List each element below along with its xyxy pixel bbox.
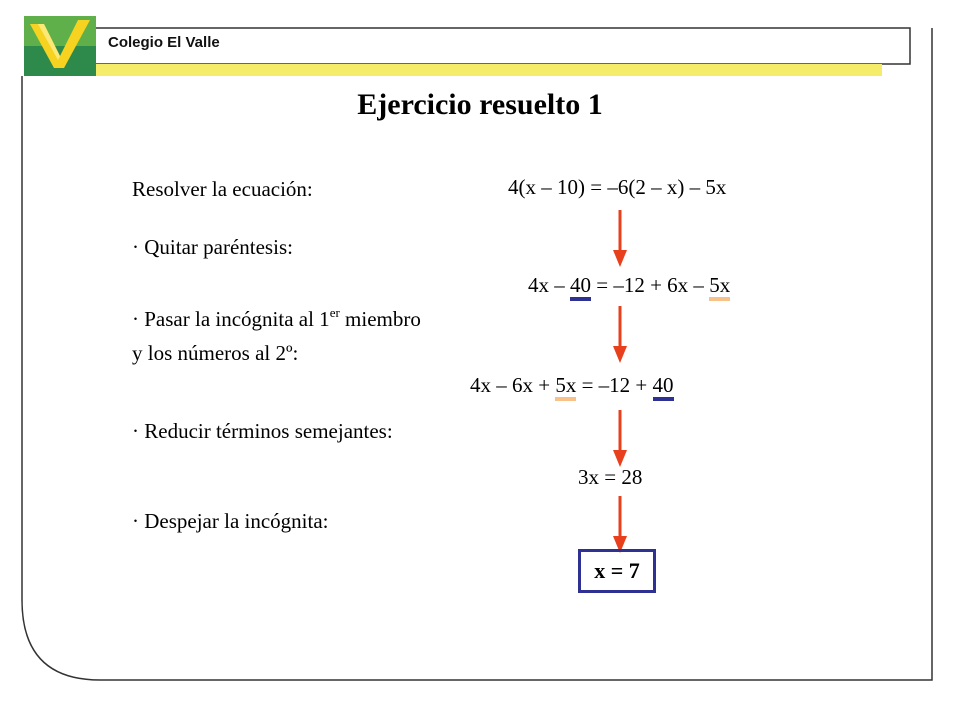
step-1-eq-part-c: = –12 + 6x – (591, 273, 710, 297)
step-2-highlight-40: 40 (653, 373, 674, 401)
answer-box: x = 7 (578, 549, 656, 593)
step-1-highlight-5x: 5x (709, 273, 730, 301)
page-title: Ejercicio resuelto 1 (357, 88, 603, 121)
down-arrow-icon (612, 306, 628, 364)
problem-label: Resolver la ecuación: (132, 177, 313, 201)
step-3-label: · Reducir términos semejantes: (132, 419, 393, 443)
step-1-highlight-40: 40 (570, 273, 591, 301)
step-2-label-text: · Pasar la incógnita al 1 (132, 307, 330, 331)
problem-equation: 4(x – 10) = –6(2 – x) – 5x (508, 175, 727, 199)
step-4-label: · Despejar la incógnita: (132, 509, 329, 533)
step-2-label-superscript: er (329, 305, 340, 320)
colegio-el-valle-logo-icon (24, 16, 96, 76)
step-1-label: · Quitar paréntesis: (132, 235, 293, 259)
header-accent-bar (96, 64, 882, 76)
step-2-eq-part-a: 4x – 6x + (470, 373, 556, 397)
step-1-equation (528, 272, 730, 298)
school-name: Colegio El Valle (108, 34, 220, 51)
down-arrow-icon (612, 496, 628, 554)
step-2-eq-part-c: = –12 + (576, 373, 653, 397)
step-2-equation (470, 372, 674, 398)
down-arrow-icon (612, 210, 628, 268)
step-2-highlight-5x: 5x (555, 373, 576, 401)
step-2-label-text-end: miembro (339, 307, 421, 331)
step-2-label-line-2: y los números al 2º: (132, 341, 299, 365)
down-arrow-icon (612, 410, 628, 468)
step-3-equation: 3x = 28 (578, 465, 643, 489)
step-2-label-line-1 (132, 306, 421, 332)
step-1-eq-part-a: 4x – (528, 273, 570, 297)
